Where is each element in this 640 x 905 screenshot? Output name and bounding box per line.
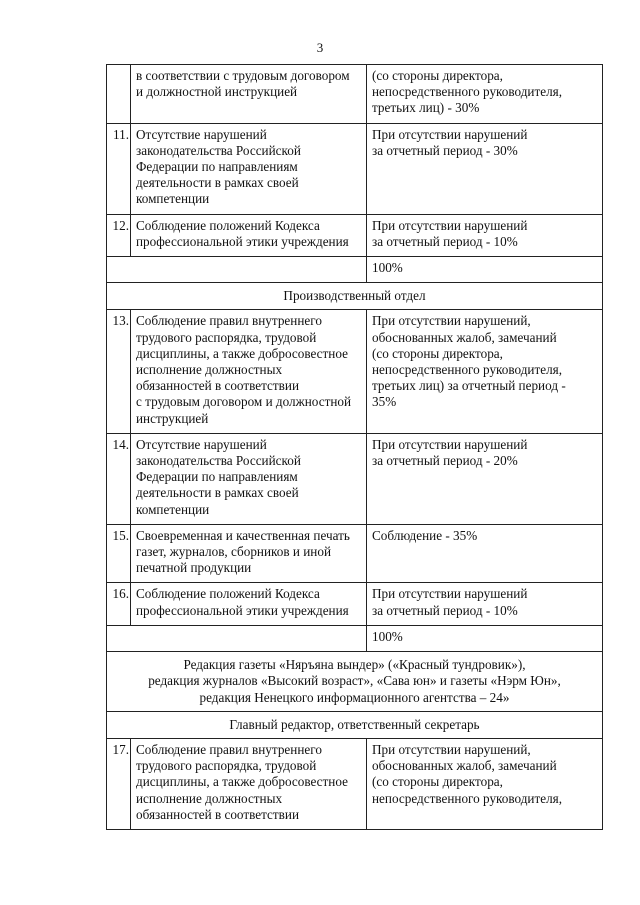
- criterion-cell: Соблюдение положений Кодекса профессиональной этики учреждения: [131, 214, 367, 256]
- criteria-table: [106, 64, 603, 830]
- section-title-chief-editor: Главный редактор, ответственный секретарь: [107, 711, 603, 738]
- row-number: 12.: [107, 214, 131, 256]
- section-title-production: Производственный отдел: [107, 283, 603, 310]
- condition-cell: При отсутствии нарушений за отчетный период - 30%: [367, 123, 603, 214]
- page-number: 3: [316, 40, 324, 55]
- row-number: 14.: [107, 433, 131, 524]
- criterion-cell: Своевременная и качественная печать газет, журналов, сборников и иной печатной продукции: [131, 524, 367, 583]
- section-row: [107, 652, 603, 712]
- table-row: [107, 524, 603, 583]
- table-row: [107, 310, 603, 433]
- criterion-cell: Соблюдение положений Кодекса профессиональной этики учреждения: [131, 583, 367, 625]
- criterion-cell: Соблюдение правил внутреннего трудового распорядка, трудовой дисциплины, а также добросовестное исполнение должностных обязанностей в соответствии с трудовым договором и должностной инструкцией: [131, 310, 367, 433]
- section-row: [107, 711, 603, 738]
- table-row: [107, 738, 603, 829]
- row-number: 13.: [107, 310, 131, 433]
- condition-cell: При отсутствии нарушений за отчетный период - 20%: [367, 433, 603, 524]
- criterion-cell: Отсутствие нарушений законодательства Российской Федерации по направлениям деятельности в рамках своей компетенции: [131, 123, 367, 214]
- table-row: [107, 433, 603, 524]
- criterion-cell: Соблюдение правил внутреннего трудового распорядка, трудовой дисциплины, а также добросовестное исполнение должностных обязанностей в соответствии: [131, 738, 367, 829]
- condition-cell: При отсутствии нарушений, обоснованных жалоб, замечаний (со стороны директора, непосредственного руководителя, третьих лиц) за отчетный период - 35%: [367, 310, 603, 433]
- condition-cell: При отсутствии нарушений за отчетный период - 10%: [367, 583, 603, 625]
- criterion-cell: Отсутствие нарушений законодательства Российской Федерации по направлениям деятельности в рамках своей компетенции: [131, 433, 367, 524]
- condition-cell: Соблюдение - 35%: [367, 524, 603, 583]
- row-number: 16.: [107, 583, 131, 625]
- condition-cell: (со стороны директора, непосредственного руководителя, третьих лиц) - 30%: [367, 65, 603, 124]
- total-label-cell: [107, 257, 367, 283]
- table-row: [107, 214, 603, 256]
- total-row: [107, 625, 603, 651]
- row-number: 17.: [107, 738, 131, 829]
- row-number: 15.: [107, 524, 131, 583]
- row-number: [107, 65, 131, 124]
- total-label-cell: [107, 625, 367, 651]
- row-number: 11.: [107, 123, 131, 214]
- condition-cell: При отсутствии нарушений, обоснованных жалоб, замечаний (со стороны директора, непосредственного руководителя,: [367, 738, 603, 829]
- section-row: [107, 283, 603, 310]
- total-value: 100%: [367, 625, 603, 651]
- table-row: [107, 583, 603, 625]
- section-title-editorial: Редакция газеты «Няръяна вындер» («Красный тундровик»), редакция журналов «Высокий возраст», «Сава юн» и газеты «Нэрм Юн», редакция Ненецкого информационного агентства – 24»: [107, 652, 603, 712]
- criterion-cell: в соответствии с трудовым договором и должностной инструкцией: [131, 65, 367, 124]
- total-row: [107, 257, 603, 283]
- table-row: [107, 123, 603, 214]
- total-value: 100%: [367, 257, 603, 283]
- condition-cell: При отсутствии нарушений за отчетный период - 10%: [367, 214, 603, 256]
- table-row: [107, 65, 603, 124]
